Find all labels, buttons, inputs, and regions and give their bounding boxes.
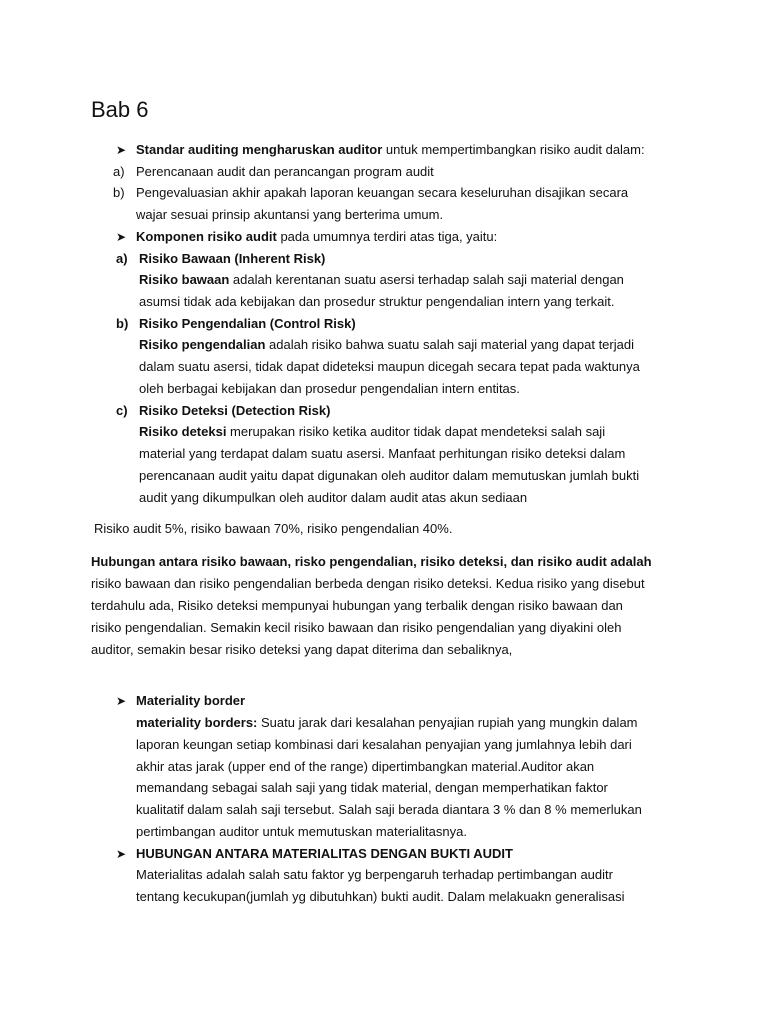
risk-term: Risiko deteksi [139,424,227,439]
paragraph-line: Materialitas adalah salah satu faktor yg berpengaruh terhadap pertimbangan auditr [136,867,613,882]
paragraph-line: pertimbangan auditor untuk memutuskan materialitasnya. [136,824,467,839]
chapter-title: Bab 6 [91,97,149,122]
materiality-definition: materiality borders: Suatu jarak dari kesalahan penyajian rupiah yang mungkin dalam [136,715,638,730]
risk-definition-line: audit yang dikumpulkan oleh auditor dalam audit atas akun sediaan [139,490,528,505]
risk-definition-line: dalam suatu asersi, tidak dapat dideteksi maupun dicegah secara tepat pada waktunya [139,359,640,374]
risk-definition: Risiko deteksi merupakan risiko ketika auditor tidak dapat mendeteksi salah saji [139,424,606,439]
paragraph-line: laporan keungan setiap kombinasi dari kesalahan penyajian yang jumlahnya lebih dari [136,737,632,752]
paragraph-line: kualitatif dalam salah saji tersebut. Salah saji berada diantara 3 % dan 8 % memerlukan [136,802,642,817]
komponen-text: pada umumnya terdiri atas tiga, yaitu: [276,229,498,244]
materiality-heading: Materiality border [136,693,246,708]
materiality-term: materiality borders: [136,715,258,730]
risk-heading: Risiko Pengendalian (Control Risk) [139,316,356,331]
list-marker: b) [113,185,125,200]
hubungan-heading: Hubungan antara risiko bawaan, risko pengendalian, risiko deteksi, dan risiko audit adalah [91,554,652,569]
paragraph-line: terdahulu ada, Risiko deteksi mempunyai hubungan yang terbalik dengan risiko bawaan dan [91,598,623,613]
risk-values-text: Risiko audit 5%, risiko bawaan 70%, risiko pengendalian 40%. [94,521,453,536]
bullet-arrow-icon: ➤ [116,694,127,708]
intro-paragraph [136,141,645,159]
intro-bold-text: Standar auditing mengharuskan auditor [136,142,383,157]
risk-definition-line: perencanaan audit yaitu dapat digunakan oleh auditor dalam memutuskan jumlah bukti [139,468,640,483]
list-marker: a) [113,164,125,179]
paragraph-line: auditor, semakin besar risiko deteksi yang dapat diterima dan sebaliknya, [91,642,513,657]
bullet-arrow-icon: ➤ [116,230,127,244]
paragraph-line: risiko pengendalian. Semakin kecil risiko bawaan dan risiko pengendalian yang diyakini oleh [91,620,622,635]
risk-marker: a) [116,251,128,266]
komponen-bold-text: Komponen risiko audit [136,229,277,244]
risk-term: Risiko bawaan [139,272,230,287]
paragraph-line: tentang kecukupan(jumlah yg dibutuhkan) bukti audit. Dalam melakuakn generalisasi [136,889,625,904]
intro-text: untuk mempertimbangkan risiko audit dalam: [382,142,645,157]
bukti-heading: HUBUNGAN ANTARA MATERIALITAS DENGAN BUKTI AUDIT [136,846,513,861]
risk-marker: b) [116,316,129,331]
bullet-arrow-icon: ➤ [116,143,127,157]
paragraph-line: risiko bawaan dan risiko pengendalian berbeda dengan risiko deteksi. Kedua risiko yang disebut [91,576,645,591]
risk-definition: Risiko bawaan adalah kerentanan suatu asersi terhadap salah saji material dengan [139,272,624,287]
paragraph-line: akhir atas jarak (upper end of the range) dipertimbangkan material.Auditor akan [136,759,595,774]
list-item: Pengevaluasian akhir apakah laporan keuangan secara keseluruhan disajikan secara [136,185,629,200]
risk-marker: c) [116,403,128,418]
risk-definition-line: oleh berbagai kebijakan dan prosedur pengendalian intern entitas. [139,381,520,396]
risk-definition-line: asumsi tidak ada kebijakan dan prosedur struktur pengendalian intern yang terkait. [139,294,615,309]
risk-heading: Risiko Bawaan (Inherent Risk) [139,251,326,266]
risk-term: Risiko pengendalian [139,337,266,352]
list-item: Perencanaan audit dan perancangan program audit [136,164,434,179]
bullet-arrow-icon: ➤ [116,847,127,861]
risk-heading: Risiko Deteksi (Detection Risk) [139,403,331,418]
risk-definition-line: material yang terdapat dalam suatu asersi. Manfaat perhitungan risiko deteksi dalam [139,446,626,461]
paragraph-line: memandang sebagai salah saji yang tidak material, dengan memperhatikan faktor [136,780,608,795]
risk-definition: Risiko pengendalian adalah risiko bahwa suatu salah saji material yang dapat terjadi [139,337,634,352]
list-item-continuation: wajar sesuai prinsip akuntansi yang berterima umum. [136,207,444,222]
komponen-paragraph [136,228,497,246]
